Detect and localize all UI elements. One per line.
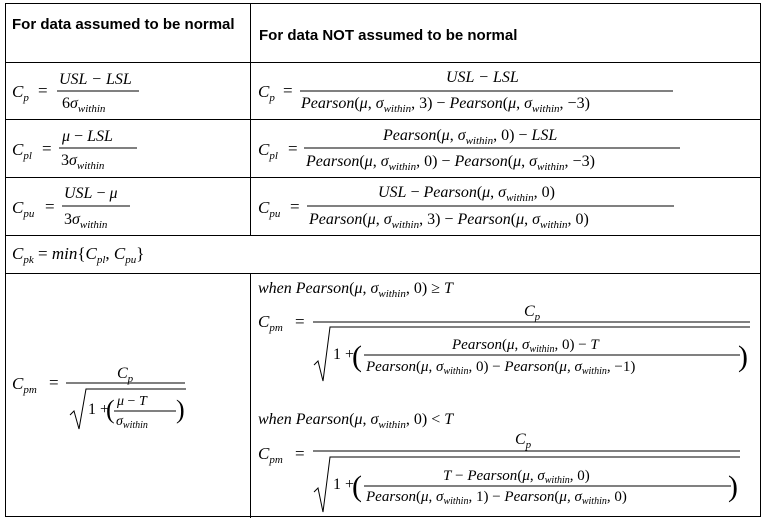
svg-text:=: = [45,197,55,216]
svg-text:1 +: 1 + [333,476,355,493]
svg-text:=: = [290,197,300,216]
svg-text:Cpm: $C_{pm}$ [258,444,283,466]
svg-text:Cpu: $C_{pu}$ [258,198,281,220]
svg-text:Pearson(μ, σwithin, 0) − Pears: Pearson(μ, $\sigma_{within}$, 0) − Pearson(μ, $\sigma_{within}$, −3) [306,153,595,173]
svg-text:Cp: $C_p$ [117,365,134,385]
svg-text:): ) [738,340,748,373]
svg-text:=: = [295,312,305,331]
formula-cpl-nonnormal [258,127,680,173]
svg-text:Pearson(μ, σwithin, 0) − Pears: Pearson(μ, $\sigma_{within}$, 0) − Pearson(μ, $\sigma_{within}$, −1) [366,359,636,377]
svg-text:(: ( [106,395,115,424]
svg-text:Cpu: $C_{pu}$ [12,198,35,220]
svg-text:Pearson(μ, σwithin, 0) − LSL: Pearson(μ, $\sigma_{within}$, 0) − LSL [383,127,558,147]
svg-text:Cpl: $C_{pl}$ [258,140,278,162]
svg-text:Cpl: $C_{pl}$ [12,140,32,162]
svg-text:σwithin: $\sigma_{within}$ [116,414,148,431]
formula-cpk [12,244,144,266]
svg-text:6σwithin: $6\sigma_{within}$ [62,95,106,115]
svg-text:): ) [728,470,738,503]
svg-text:μ − LSL: μ − LSL [62,128,113,145]
svg-text:): ) [176,395,185,424]
svg-text:Cp: $C_p$ [258,82,275,104]
svg-text:=: = [283,81,293,100]
svg-text:Pearson(μ, σwithin, 3) − Pears: Pearson(μ, $\sigma_{within}$, 3) − Pearson(μ, $\sigma_{within}$, 0) [309,211,589,231]
svg-text:1 +: 1 + [88,401,110,418]
svg-text:μ − T: μ − T [117,394,147,409]
header-normal: For data assumed to be normal [12,16,235,33]
svg-text:USL − LSL: USL − LSL [59,71,132,88]
svg-text:Cpm: $C_{pm}$ [258,312,283,334]
svg-text:1 +: 1 + [333,346,355,363]
svg-text:when Pearson(μ, σwithin, 0) <: when Pearson(μ, $\sigma_{within}$, 0) < T [258,411,454,431]
svg-text:3σwithin: $3\sigma_{within}$ [64,211,108,231]
formula-cpm-nonnormal-ge [258,280,750,381]
svg-text:(: ( [352,470,362,503]
svg-text:Pearson(μ, σwithin, 3) − Pears: Pearson(μ, $\sigma_{within}$, 3) − Pearson(μ, $\sigma_{within}$, −3) [301,95,590,115]
header-not-normal: For data NOT assumed to be normal [259,27,518,44]
formula-cpm-normal [12,365,186,431]
formula-cp-normal [12,71,139,115]
svg-text:Cpm: $C_{pm}$ [12,374,37,396]
svg-text:=: = [42,139,52,158]
svg-text:USL − LSL: USL − LSL [446,69,519,86]
formula-cpu-nonnormal [258,184,674,231]
svg-text:(: ( [352,340,362,373]
svg-text:=: = [49,373,59,392]
formula-cpl-normal [12,128,137,172]
svg-text:Cpk = min{Cpl, Cpu}: $C_{pk} = \min\{C_{pl}$, $C_{pu}$} [12,244,145,266]
svg-text:=: = [288,139,298,158]
svg-text:Cp: $C_p$ [515,431,532,451]
svg-text:=: = [295,444,305,463]
formula-cpu-normal [12,185,130,231]
svg-text:=: = [38,81,48,100]
svg-text:Pearson(μ, σwithin, 0) − T: Pearson(μ, $\sigma_{within}$, 0) − T [452,337,599,355]
svg-text:USL − μ: USL − μ [64,185,118,202]
svg-text:Cp: $C_p$ [524,303,541,323]
svg-text:T − Pearson(μ, σwithin, 0): T − Pearson(μ, $\sigma_{within}$, 0) [443,468,590,486]
svg-text:USL − Pearson(μ, σwithin, 0): USL − Pearson(μ, $\sigma_{within}$, 0) [378,184,555,204]
svg-text:Pearson(μ, σwithin, 1) − Pears: Pearson(μ, $\sigma_{within}$, 1) − Pearson(μ, $\sigma_{within}$, 0) [366,489,627,507]
svg-text:Cp: $C_p$ [12,82,29,104]
svg-text:3σwithin: $3\sigma_{within}$ [61,152,105,172]
svg-text:when Pearson(μ, σwithin, 0) ≥: when Pearson(μ, $\sigma_{within}$, 0) ≥ T [258,280,453,300]
formula-cpm-nonnormal-lt [258,411,740,512]
formula-cp-nonnormal [258,69,673,115]
